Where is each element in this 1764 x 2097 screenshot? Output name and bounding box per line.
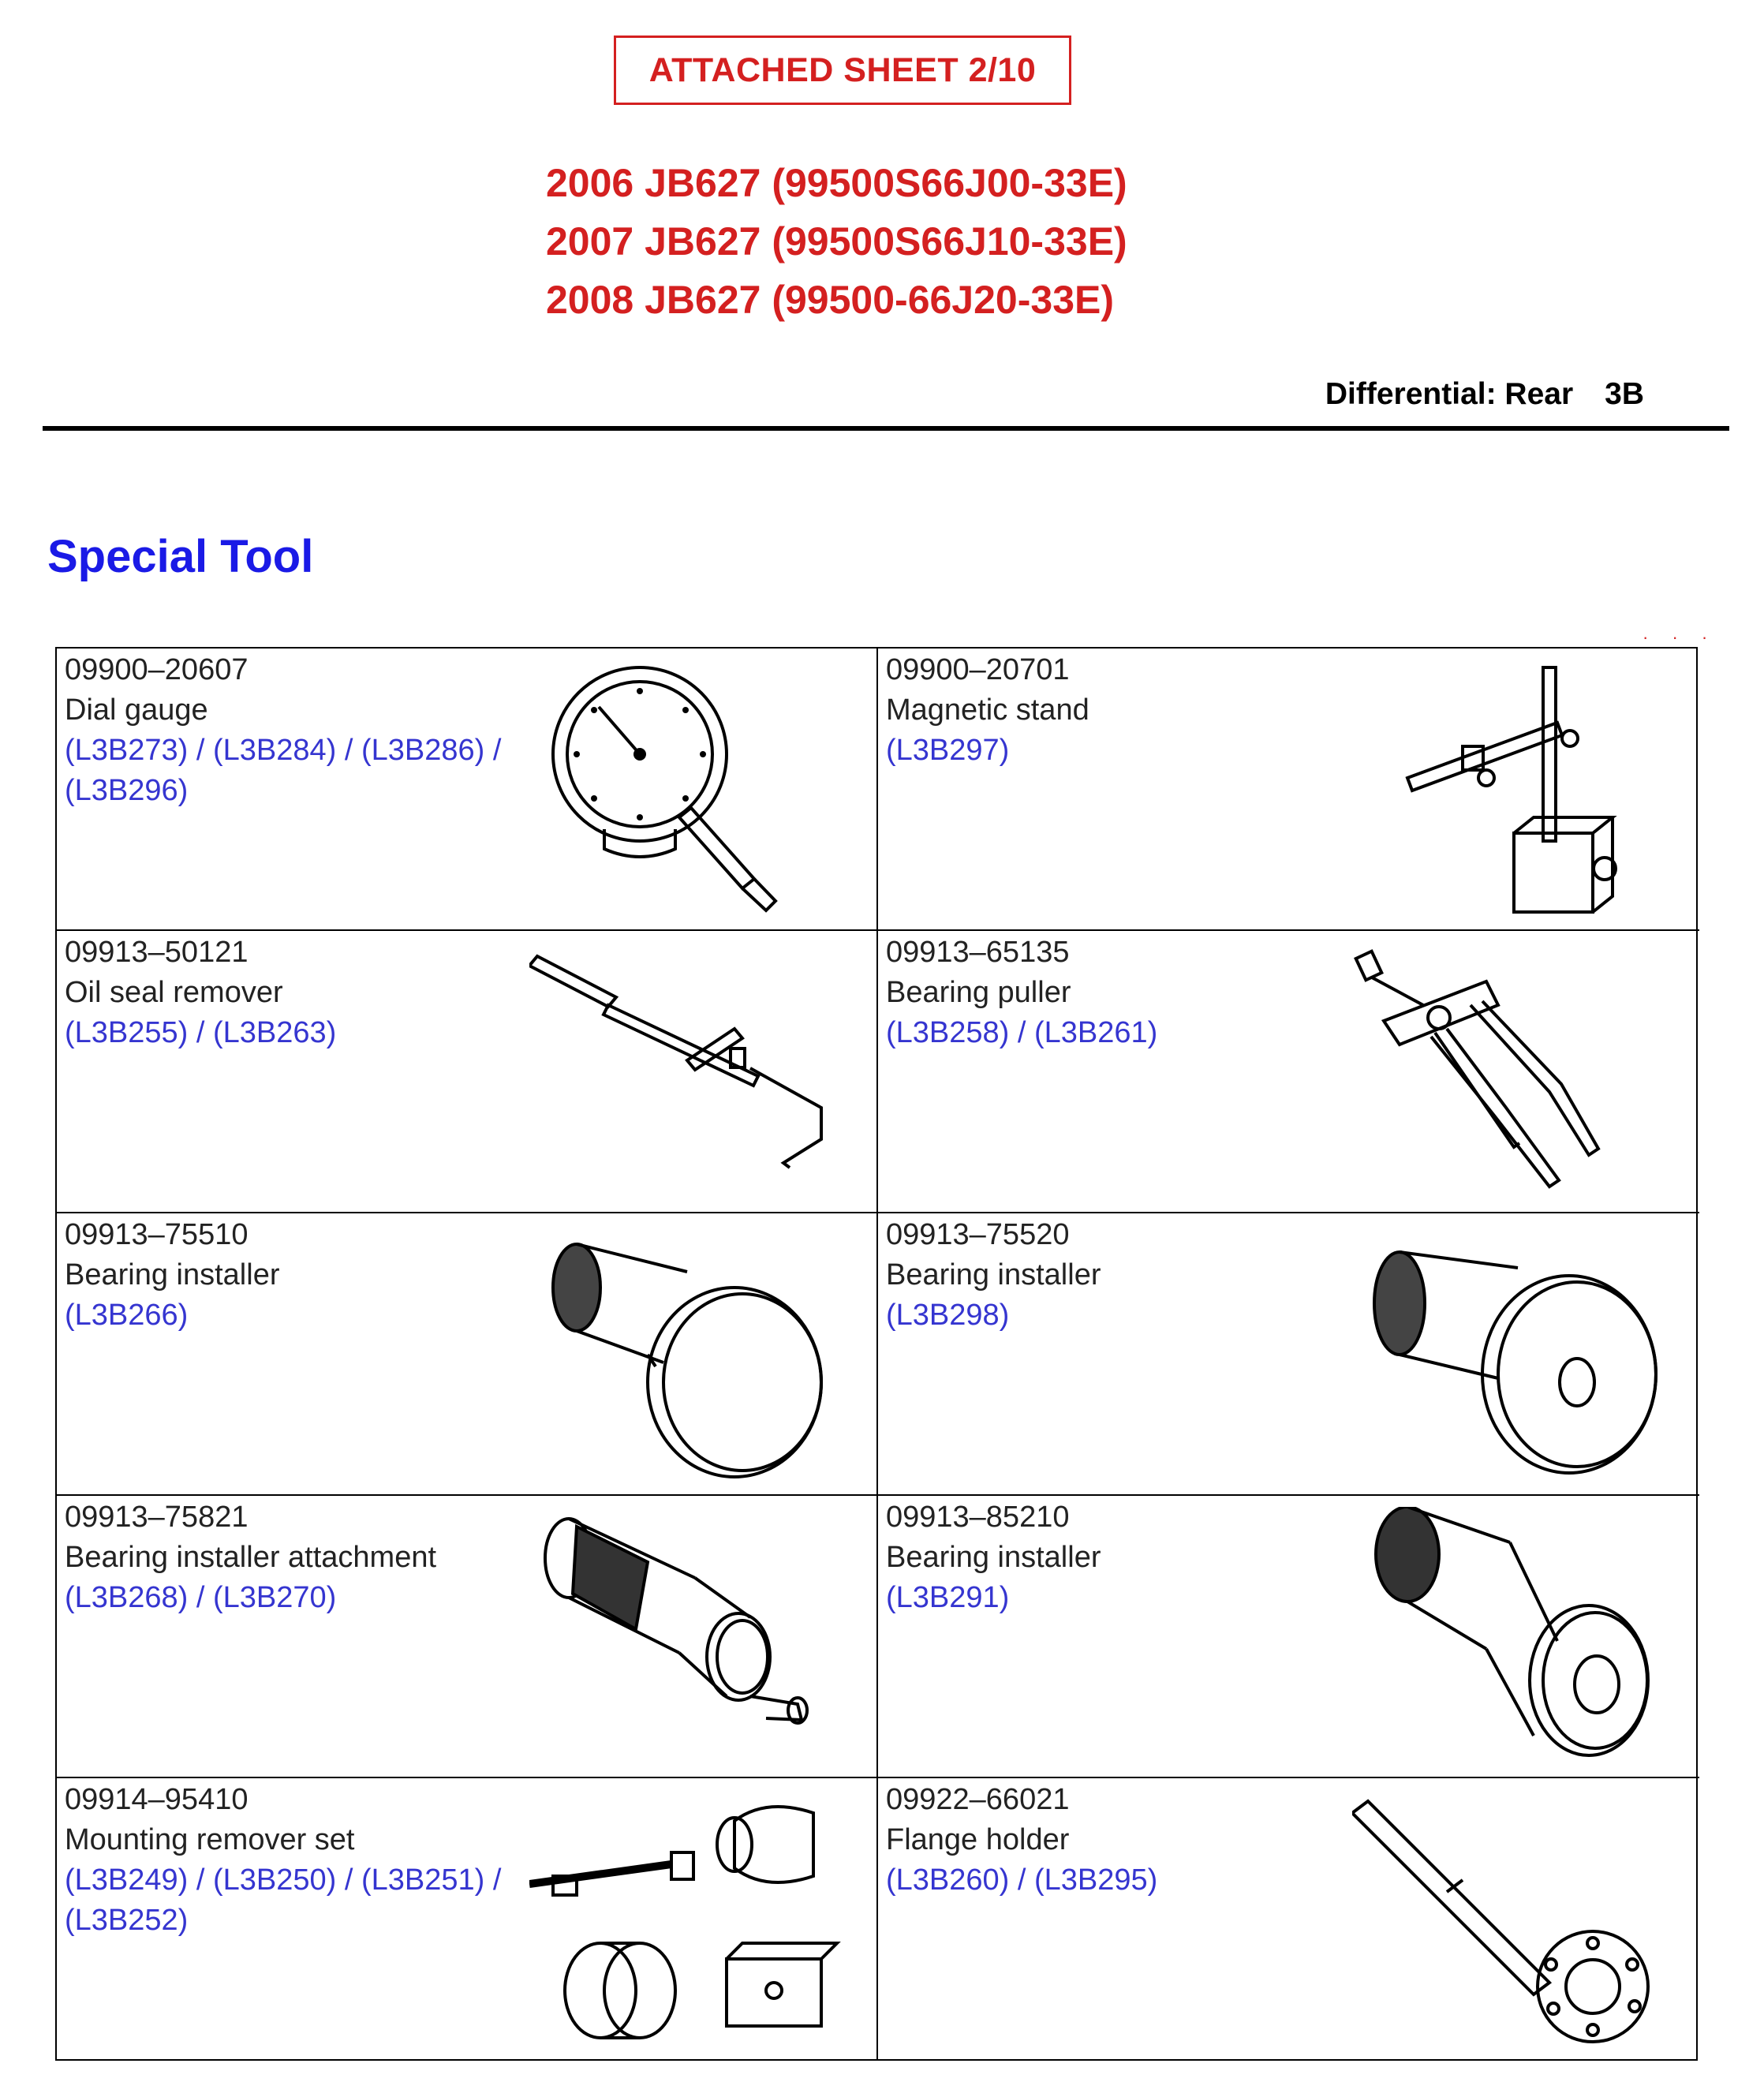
tool-refs[interactable]: (L3B273) / (L3B284) / (L3B286) / (L3B296)	[65, 734, 502, 807]
tool-refs[interactable]: (L3B297)	[886, 734, 1010, 767]
tool-number: 09913–85210	[886, 1501, 1070, 1534]
tool-refs[interactable]: (L3B260) / (L3B295)	[886, 1863, 1158, 1897]
tool-refs[interactable]: (L3B249) / (L3B250) / (L3B251) / (L3B252)	[65, 1863, 502, 1937]
tool-name: Magnetic stand	[886, 693, 1089, 727]
tool-name: Flange holder	[886, 1823, 1070, 1856]
tool-name: Bearing installer	[65, 1258, 280, 1291]
tool-refs[interactable]: (L3B255) / (L3B263)	[65, 1016, 337, 1049]
tool-cell	[878, 649, 1699, 931]
tool-text	[886, 933, 1328, 1053]
tool-cell	[878, 1213, 1699, 1496]
tool-number: 09914–95410	[65, 1783, 249, 1816]
tool-text	[886, 1497, 1328, 1618]
tool-refs[interactable]: (L3B266)	[65, 1299, 189, 1332]
edition-list	[546, 154, 1256, 329]
tool-cell	[878, 931, 1699, 1213]
tool-cell	[57, 1496, 878, 1778]
tool-name: Mounting remover set	[65, 1823, 355, 1856]
tool-name: Oil seal remover	[65, 976, 283, 1009]
tool-cell	[878, 1778, 1699, 2061]
tool-cell	[57, 931, 878, 1213]
bearing-puller-icon	[1352, 942, 1676, 1202]
tool-text	[886, 1780, 1328, 1901]
tool-text	[886, 1215, 1328, 1336]
section-header	[1325, 377, 1644, 412]
tool-refs[interactable]: (L3B268) / (L3B270)	[65, 1581, 337, 1614]
flange-holder-icon	[1352, 1789, 1676, 2050]
tool-number: 09900–20607	[65, 653, 249, 686]
tool-name: Dial gauge	[65, 693, 208, 727]
bearing-installer-attachment-icon	[529, 1507, 853, 1767]
special-tool-table	[55, 647, 1698, 2061]
edition-line: 2006 JB627 (99500S66J00-33E)	[546, 161, 1127, 205]
header-divider	[43, 426, 1729, 431]
section-number: 3B	[1605, 377, 1644, 411]
tool-number: 09913–75510	[65, 1218, 249, 1251]
edition-line: 2008 JB627 (99500-66J20-33E)	[546, 278, 1114, 322]
tool-refs[interactable]: (L3B258) / (L3B261)	[886, 1016, 1158, 1049]
tool-number: 09913–75821	[65, 1501, 249, 1534]
tool-refs[interactable]: (L3B298)	[886, 1299, 1010, 1332]
page-title: Special Tool	[47, 531, 314, 582]
tool-text	[65, 933, 506, 1053]
tool-number: 09922–66021	[886, 1783, 1070, 1816]
tool-cell	[57, 1213, 878, 1496]
tool-name: Bearing installer attachment	[65, 1541, 437, 1574]
tool-number: 09913–65135	[886, 936, 1070, 969]
tool-cell	[878, 1496, 1699, 1778]
tool-text	[65, 1497, 506, 1618]
magnetic-stand-icon	[1352, 660, 1676, 920]
dial-gauge-icon	[529, 660, 853, 920]
tool-number: 09900–20701	[886, 653, 1070, 686]
attached-sheet-text: ATTACHED SHEET 2/10	[648, 50, 1037, 89]
section-title: Differential: Rear	[1325, 377, 1574, 411]
attached-sheet-label	[614, 36, 1071, 105]
decorative-dots: · · ·	[1643, 627, 1717, 647]
tool-cell	[57, 1778, 878, 2061]
bearing-installer-icon	[1352, 1224, 1676, 1485]
oil-seal-remover-icon	[529, 942, 853, 1202]
tool-text	[65, 650, 506, 811]
tool-name: Bearing installer	[886, 1258, 1101, 1291]
tool-text	[65, 1215, 506, 1336]
tool-name: Bearing installer	[886, 1541, 1101, 1574]
tool-refs[interactable]: (L3B291)	[886, 1581, 1010, 1614]
tool-text	[65, 1780, 506, 1941]
tool-cell	[57, 649, 878, 931]
edition-line: 2007 JB627 (99500S66J10-33E)	[546, 219, 1127, 264]
mounting-remover-set-icon	[529, 1789, 853, 2050]
tool-number: 09913–50121	[65, 936, 249, 969]
tool-name: Bearing puller	[886, 976, 1071, 1009]
bearing-installer-icon	[529, 1224, 853, 1485]
tool-text	[886, 650, 1328, 771]
tool-number: 09913–75520	[886, 1218, 1070, 1251]
bearing-installer-icon	[1352, 1507, 1676, 1767]
